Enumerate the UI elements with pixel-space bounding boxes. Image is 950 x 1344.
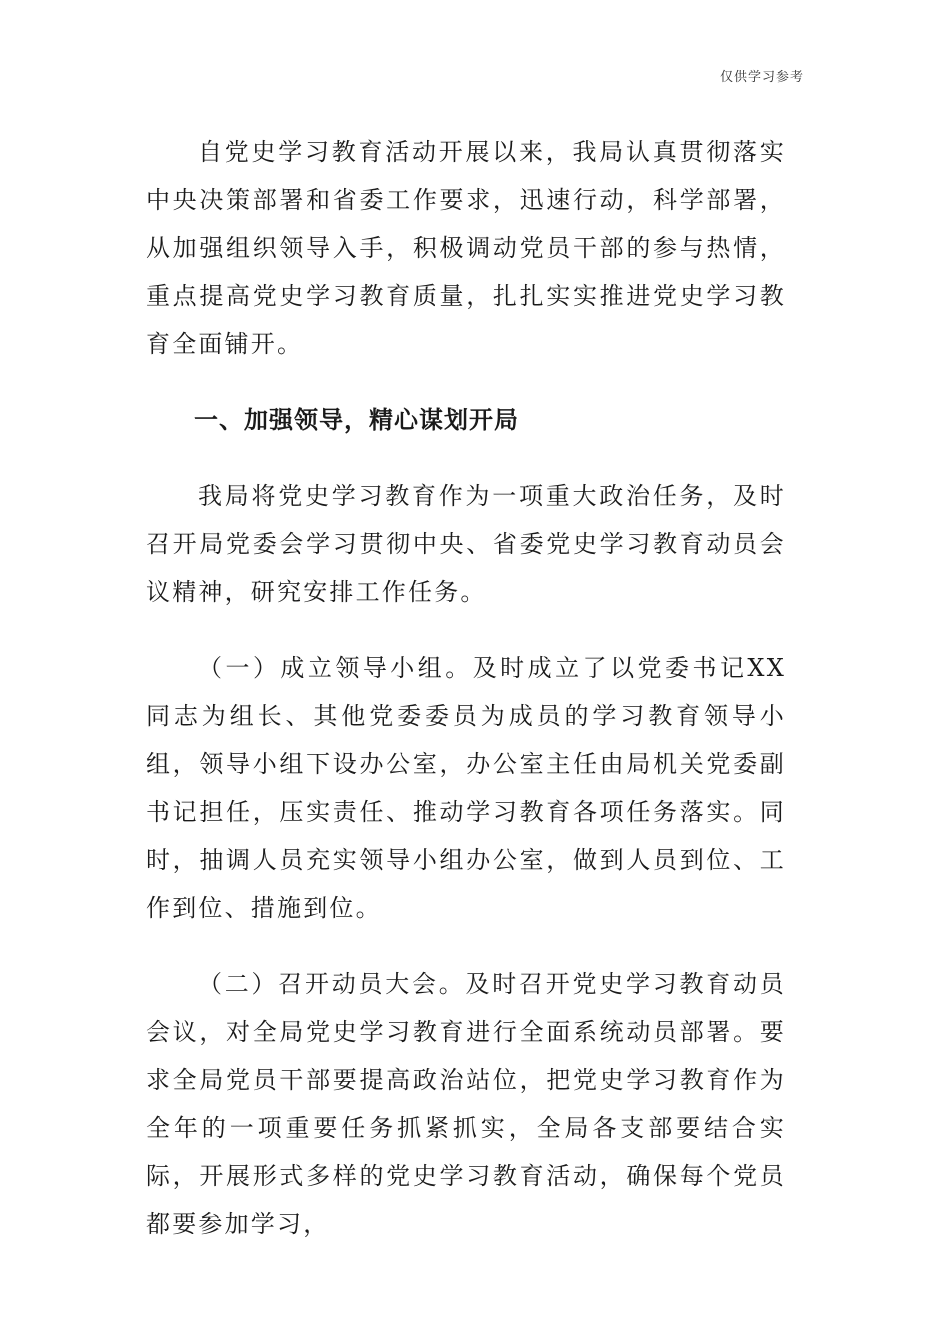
header-note: 仅供学习参考 <box>719 70 804 85</box>
section1-paragraph: 我局将党史学习教育作为一项重大政治任务，及时召开局党委会学习贯彻中央、省委党史学习教育动员会议精神，研究安排工作任务。 <box>146 482 786 606</box>
document-body <box>146 128 786 1248</box>
item-2-paragraph: （二）召开动员大会。及时召开党史学习教育动员会议，对全局党史学习教育进行全面系统动员部署。要求全局党员干部要提高政治站位，把党史学习教育作为全年的一项重要任务抓紧抓实，全局各支部要结合实际，开展形式多样的党史学习教育活动，确保每个党员都要参加学习， <box>146 970 786 1238</box>
item-1-paragraph: （一）成立领导小组。及时成立了以党委书记XX同志为组长、其他党委委员为成员的学习教育领导小组，领导小组下设办公室，办公室主任由局机关党委副书记担任，压实责任、推动学习教育各项任务落实。同时，抽调人员充实领导小组办公室，做到人员到位、工作到位、措施到位。 <box>146 654 786 922</box>
intro-paragraph: 自党史学习教育活动开展以来，我局认真贯彻落实中央决策部署和省委工作要求，迅速行动，科学部署，从加强组织领导入手，积极调动党员干部的参与热情，重点提高党史学习教育质量，扎扎实实推进党史学习教育全面铺开。 <box>146 138 786 358</box>
section-heading-1: 一、加强领导，精心谋划开局 <box>194 406 519 434</box>
